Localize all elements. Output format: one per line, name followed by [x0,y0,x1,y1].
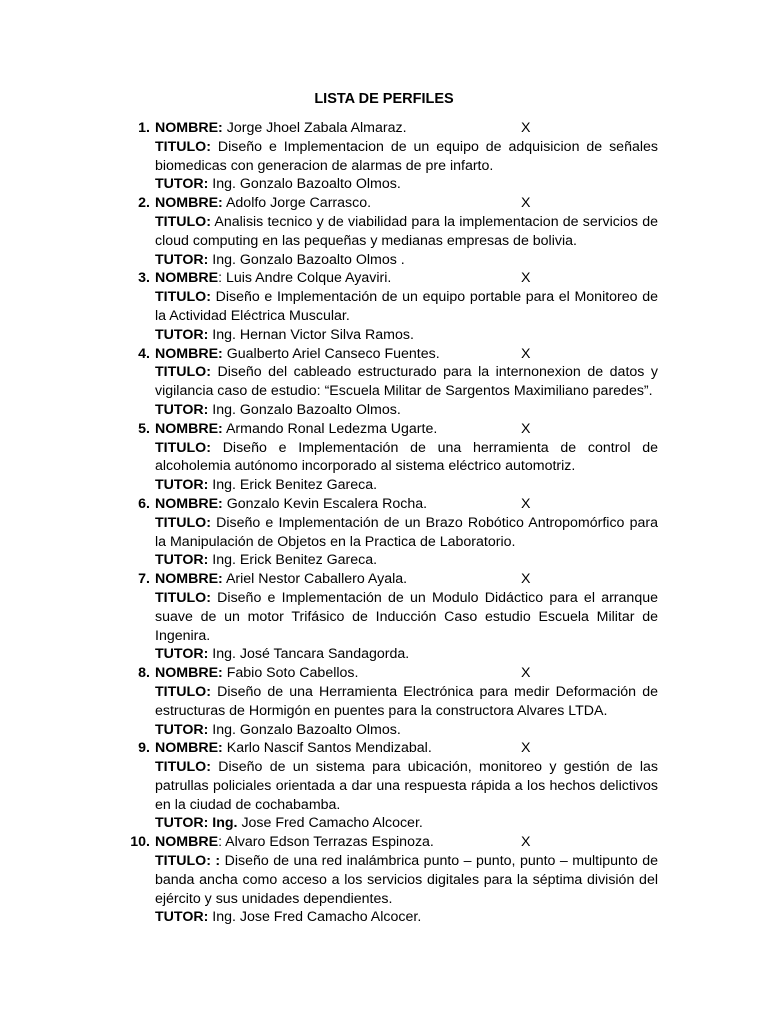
entry-number: 5. [138,420,150,437]
entry-number: 2. [138,195,150,212]
titulo-label: TITULO: [155,364,211,381]
nombre-value: Ariel Nestor Caballero Ayala. [225,571,408,588]
list-item [0,739,768,833]
page-title: LISTA DE PERFILES [314,91,454,107]
entry-number: 9. [138,740,150,757]
tutor-label: TUTOR: [155,401,209,418]
nombre-value: : Alvaro Edson Terrazas Espinoza. [218,834,434,851]
list-item [0,119,768,194]
tutor-value: Ing. Hernan Victor Silva Ramos. [212,326,414,343]
entry-number: 10. [130,834,150,851]
nombre-value: : Luis Andre Colque Ayaviri. [218,270,392,287]
entry-number: 3. [138,270,150,287]
nombre-value: Gonzalo Kevin Escalera Rocha. [226,495,428,512]
titulo-label: TITULO: [155,439,211,456]
nombre-value: Jorge Jhoel Zabala Almaraz. [226,120,407,136]
tutor-label: TUTOR: [155,721,209,738]
nombre-value: Fabio Soto Cabellos. [226,665,359,682]
nombre-label: NOMBRE: [155,740,223,757]
nombre-label: NOMBRE: [155,420,223,437]
titulo-value: Diseño e Implementación de un equipo portable para el Monitoreo de la Actividad Eléctrica Muscular. [155,289,658,324]
x-mark: X [521,665,531,682]
list-item [0,833,768,927]
list-item [0,269,768,344]
tutor-value: Ing. Erick Benitez Gareca. [212,477,378,494]
nombre-label: NOMBRE [155,834,219,851]
tutor-label: TUTOR: [155,477,209,494]
nombre-label: NOMBRE: [155,345,223,362]
entry-number: 8. [138,665,150,682]
titulo-label: TITULO: [155,683,211,700]
tutor-label: TUTOR: [155,646,209,663]
x-mark: X [521,195,531,212]
entry-number: 4. [138,345,150,362]
tutor-value: Ing. Gonzalo Bazoalto Olmos. [212,401,401,418]
titulo-value: Diseño e Implementación de un Brazo Robótico Antropomórfico para la Manipulación de Objetos en la Practica de Laboratorio. [155,514,658,550]
nombre-label: NOMBRE: [155,495,223,512]
nombre-value: Gualberto Ariel Canseco Fuentes. [226,345,440,362]
x-mark: X [521,345,531,362]
tutor-value: Ing. José Tancara Sandagorda. [212,646,410,663]
nombre-label: NOMBRE: [155,120,223,136]
tutor-label: TUTOR: [155,909,209,926]
x-mark: X [521,740,531,757]
titulo-label: TITULO: [155,289,211,306]
nombre-label: NOMBRE [155,270,219,287]
list-item [0,664,768,739]
titulo-label: TITULO: [155,514,211,531]
tutor-value: Jose Fred Camacho Alcocer. [241,815,423,832]
x-mark: X [521,270,531,287]
titulo-label: TITULO: [155,759,211,776]
titulo-label: TITULO: [155,213,211,230]
nombre-label: NOMBRE: [155,571,223,588]
nombre-label: NOMBRE: [155,195,223,212]
tutor-value: Ing. Gonzalo Bazoalto Olmos. [212,176,401,193]
nombre-value: Karlo Nascif Santos Mendizabal. [226,740,432,757]
titulo-label: TITULO: : [155,853,221,870]
nombre-label: NOMBRE: [155,665,223,682]
titulo-label: TITULO: [155,138,211,155]
tutor-value: Ing. Gonzalo Bazoalto Olmos. [212,721,401,738]
x-mark: X [521,834,531,851]
titulo-value: Diseño e Implementacion de un equipo de adquisicion de señales biomedicas con generacion de alarmas de pre infarto. [155,138,658,174]
list-item [0,420,768,495]
tutor-value: Ing. Jose Fred Camacho Alcocer. [212,909,422,926]
titulo-value: Diseño de un sistema para ubicación, monitoreo y gestión de las patrullas policiales orientada a dar una respuesta rápida a los hechos delictivos en la ciudad de cochabamba. [155,759,658,813]
x-mark: X [521,120,531,136]
entry-number: 6. [138,495,150,512]
x-mark: X [521,420,531,437]
tutor-value: Ing. Gonzalo Bazoalto Olmos . [212,251,405,268]
list-item [0,345,768,420]
entry-number: 1. [138,120,150,136]
titulo-label: TITULO: [155,589,211,606]
list-item [0,194,768,269]
titulo-value: Diseño e Implementación de una herramienta de control de alcoholemia autónomo incorporado al sistema eléctrico automotriz. [155,439,658,475]
nombre-value: Adolfo Jorge Carrasco. [225,195,372,212]
titulo-value: Diseño de una Herramienta Electrónica para medir Deformación de estructuras de Hormigón en puentes para la constructora Alvares LTDA. [155,683,658,719]
list-item [0,570,768,664]
entry-number: 7. [138,571,150,588]
titulo-value: Diseño e Implementación de un Modulo Didáctico para el arranque suave de un motor Trifásico de Inducción Caso estudio Escuela Militar de Ingenira. [155,589,658,644]
x-mark: X [521,571,531,588]
titulo-value: Analisis tecnico y de viabilidad para la implementacion de servicios de cloud computing en las pequeñas y medianas empresas de bolivia. [155,213,658,249]
tutor-label: TUTOR: [155,251,209,268]
profiles-list [0,119,768,927]
tutor-label: TUTOR: [155,552,209,569]
titulo-value: Diseño de una red inalámbrica punto – punto, punto – multipunto de banda ancha como acceso a los servicios digitales para la séptima división del ejército y sus unidades dependientes. [155,853,658,907]
titulo-value: Diseño del cableado estructurado para la internonexion de datos y vigilancia caso de estudio: “Escuela Militar de Sargentos Maximiliano paredes”. [155,364,658,400]
list-item [0,495,768,570]
tutor-label: TUTOR: [155,326,209,343]
tutor-label: TUTOR: Ing. [155,815,238,832]
nombre-value: Armando Ronal Ledezma Ugarte. [225,420,438,437]
tutor-value: Ing. Erick Benitez Gareca. [212,552,378,569]
tutor-label: TUTOR: [155,176,209,193]
x-mark: X [521,495,531,512]
